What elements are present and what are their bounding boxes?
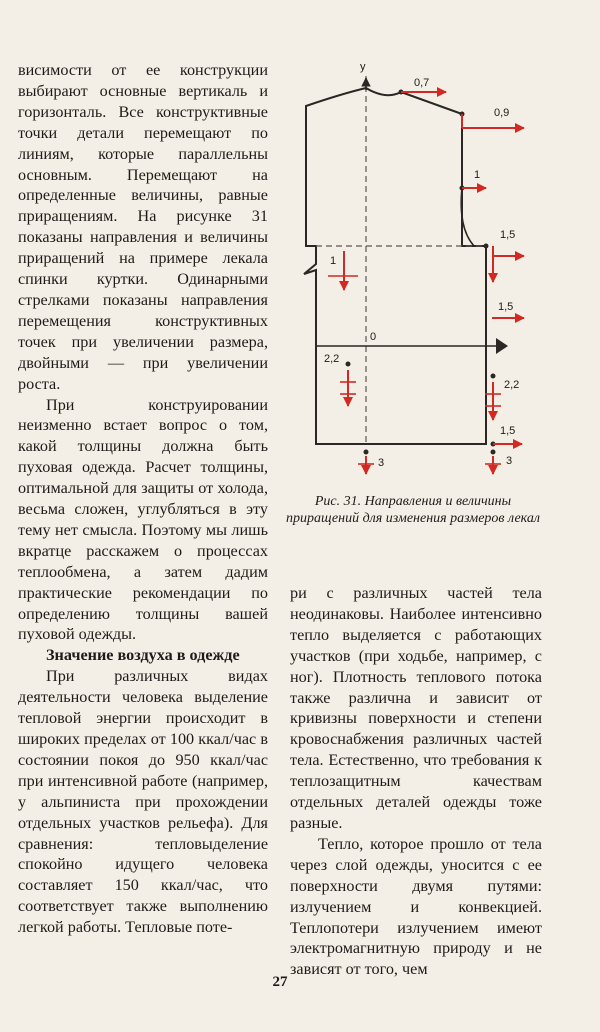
paragraph: ри с различных частей тела неодинаковы. Наиболее интенсивно тепло выделяется с работающих участков (при ходьбе, например, с ног). Плотность теплового потока также различна и зависит от кривизны поверхности и степени кровоснабжения различных частей тела. Естественно, что требования к теплозащитным качествам отдельных деталей одежды тоже разные. xyxy=(290,584,542,832)
section-heading: Значение воздуха в одежде xyxy=(46,646,240,665)
axis-label: у xyxy=(360,61,366,73)
increment-label: 1 xyxy=(330,255,337,267)
page-number: 27 xyxy=(272,974,288,990)
paragraph: висимости от ее конструкции выбирают основные вертикаль и горизонталь. Все конструктивные точки детали перемещают по линиям, которые параллельны основным. Перемещают на определенные величины, равные приращениям. На рисунке 31 показаны направления и величины приращений на примере лекала спинки куртки. Одинарными стрелками показаны направления перемещения конструктивных точек при увеличении размера, двойными — при увеличении роста. xyxy=(18,61,268,393)
left-text-column xyxy=(18,60,268,938)
increment-label: 3 xyxy=(378,457,385,469)
figure-caption: Рис. 31. Направления и величины приращений для изменения размеров лекал xyxy=(286,494,540,526)
paragraph: Тепло, которое прошло от тела через слой одежды, уносится с ее поверхности двумя путями: излучением и конвекцией. Теплопотери излучением имеют электромагнитную природу и не зависят от того, чем xyxy=(290,834,542,979)
increment-label: 0,7 xyxy=(414,77,430,89)
armhole-line xyxy=(461,188,474,246)
increment-label: 1,5 xyxy=(500,229,516,241)
increment-label: 1,5 xyxy=(500,425,516,437)
increment-label: 0,9 xyxy=(494,107,510,119)
paragraph: При конструировании неизменно встает вопрос о том, какой толщины должна быть пуховая одежда. Расчет толщины, оптимальной для защиты от холода, весьма сложен, углубляться в эту тему нет смысла. Поэтому мы лишь вкратце расскажем о процессах теплообмена, а затем дадим практические рекомендации по определению толщины вашей пуховой одежды. xyxy=(18,395,268,644)
origin-label: 0 xyxy=(370,331,377,343)
right-text-column xyxy=(290,583,542,980)
increment-label: 3 xyxy=(506,455,513,467)
increment-label: 1 xyxy=(474,169,481,181)
pattern-diagram xyxy=(286,56,556,476)
increment-label: 2,2 xyxy=(504,379,520,391)
paragraph: При различных видах деятельности человека выделение тепловой энергии происходит в широких пределах от 100 ккал/час в состоянии покоя до 950 ккал/час при интенсивной работе (например, у альпиниста при прохождении отдельных участков рельефа). Для сравнения: тепловыделение спокойно идущего человека составляет 150 ккал/час, что соответствует также выполнению легкой работы. Тепловые поте- xyxy=(18,667,268,937)
increment-label: 2,2 xyxy=(324,353,340,365)
increment-label: 1,5 xyxy=(498,301,514,313)
